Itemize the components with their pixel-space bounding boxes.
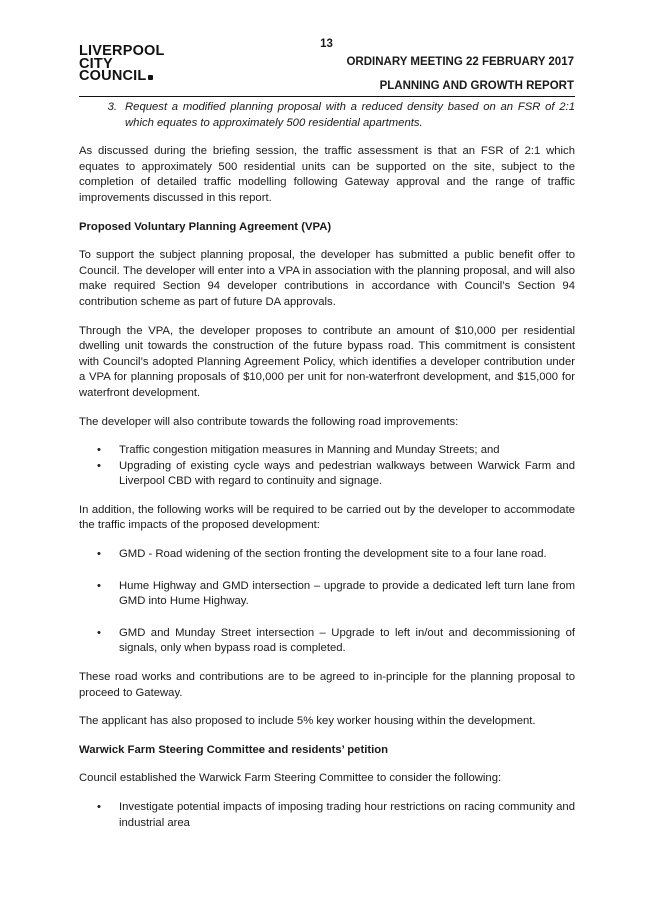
list-item: • GMD - Road widening of the section fronting the development site to a four lane road.	[79, 547, 575, 563]
bullet-icon: •	[97, 579, 101, 592]
logo-line-3: COUNCIL	[79, 68, 147, 84]
paragraph-works-intro: In addition, the following works will be required to be carried out by the developer to accommodate the traffic impacts of the proposed development:	[79, 503, 575, 532]
list-item: • Investigate potential impacts of imposing trading hour restrictions on racing community and industrial area	[79, 800, 575, 831]
list-item: • Traffic congestion mitigation measures in Manning and Munday Streets; and	[79, 443, 575, 459]
bullet-icon: •	[97, 459, 101, 472]
paragraph-road-intro: The developer will also contribute towards the following road improvements:	[79, 415, 459, 428]
meeting-title: ORDINARY MEETING 22 FEBRUARY 2017	[346, 56, 574, 68]
paragraph-support: To support the subject planning proposal, the developer has submitted a public benefit offer to Council. The developer will enter into a VPA in association with the planning proposal, and will also make required Section 94 developer contributions in accordance with Council’s Section 94 contribution scheme as part of future DA approvals.	[79, 249, 575, 308]
committee-list	[79, 800, 575, 831]
required-works-list	[79, 547, 575, 657]
paragraph-agreed: These road works and contributions are to be agreed to in-principle for the planning proposal to proceed to Gateway.	[79, 671, 575, 699]
item-number: 3.	[107, 101, 117, 113]
bullet-icon: •	[97, 444, 101, 457]
paragraph-committee: Council established the Warwick Farm Steering Committee to consider the following:	[79, 772, 502, 785]
report-title: PLANNING AND GROWTH REPORT	[379, 80, 574, 92]
list-item: • GMD and Munday Street intersection – Upgrade to left in/out and decommissioning of signals, only when bypass road is completed.	[79, 626, 575, 657]
numbered-item	[79, 100, 575, 131]
heading-vpa: Proposed Voluntary Planning Agreement (VPA)	[79, 220, 332, 233]
logo-line-1: LIVERPOOL	[79, 43, 165, 59]
list-item: • Hume Highway and GMD intersection – upgrade to provide a dedicated left turn lane from GMD into Hume Highway.	[79, 579, 575, 610]
bullet-icon: •	[97, 801, 101, 813]
report-body	[79, 100, 575, 844]
paragraph-key-worker: The applicant has also proposed to include 5% key worker housing within the development.	[79, 715, 536, 728]
council-logo	[79, 45, 165, 83]
logo-mark-icon	[148, 75, 153, 80]
item-text: Request a modified planning proposal with a reduced density based on an FSR of 2:1 which equates to approximately 500 residential apartments.	[125, 101, 575, 129]
paragraph-contribution: Through the VPA, the developer proposes to contribute an amount of $10,000 per residential dwelling unit towards the construction of the future bypass road. This commitment is consistent with Council’s adopted Planning Agreement Policy, which identifies a developer contribution under a VPA for planning proposals of $10,000 per unit for non-waterfront development, and $15,000 for waterfront development.	[79, 324, 575, 399]
paragraph-briefing: As discussed during the briefing session, the traffic assessment is that an FSR of 2:1 which equates to approximately 500 residential units can be supported on the site, subject to the completion of detailed traffic modelling following Gateway approval and the range of traffic improvements discussed in this report.	[79, 145, 575, 204]
page-number: 13	[320, 38, 333, 50]
bullet-icon: •	[97, 548, 101, 561]
list-item: • Upgrading of existing cycle ways and pedestrian walkways between Warwick Farm and Liverpool CBD with regard to continuity and signage.	[79, 459, 575, 490]
heading-steering-committee: Warwick Farm Steering Committee and residents’ petition	[79, 743, 389, 756]
road-improvements-list	[79, 443, 575, 490]
header-divider	[79, 96, 575, 97]
logo-line-2: CITY	[79, 55, 113, 72]
bullet-icon: •	[97, 626, 101, 639]
